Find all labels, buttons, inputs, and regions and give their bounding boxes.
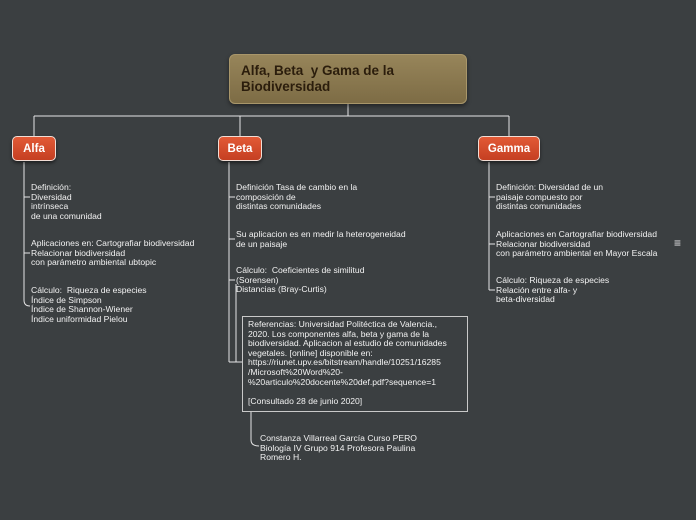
branch-alfa[interactable]	[12, 136, 56, 161]
gamma-applications[interactable]: Aplicaciones en Cartografiar biodiversidad Relacionar biodiversidad con parámetro ambiental en Mayor Escala	[496, 229, 658, 259]
branch-gamma[interactable]	[478, 136, 540, 161]
beta-reference-text: Referencias: Universidad Politéctica de Valencia., 2020. Los componentes alfa, beta y gama de la biodiversidad. Aplicacion al estudio de comunidades vegetales. [online] disponible en: https://riunet.upv.es/bitstream/handle/10251/16285 /Microsoft%20Word%20- %20articulo%20docente%20def.pdf?sequence=1 [Consultado 28 de junio 2020]	[248, 319, 447, 406]
alfa-definition[interactable]: Definición: Diversidad intrínseca de una comunidad	[31, 182, 102, 221]
branch-alfa-label: Alfa	[23, 142, 45, 155]
beta-application[interactable]: Su aplicacion es en medir la heterogeneidad de un paisaje	[236, 229, 406, 249]
branch-beta-label: Beta	[227, 142, 253, 155]
beta-calculation[interactable]: Cálculo: Coeficientes de similitud (Sorensen) Distancias (Bray-Curtis)	[236, 265, 365, 295]
branch-beta[interactable]	[218, 136, 262, 161]
author-note[interactable]: Constanza Villarreal García Curso PERO Biología IV Grupo 914 Profesora Paulina Romero H.	[260, 433, 417, 463]
beta-definition[interactable]: Definición Tasa de cambio en la composición de distintas comunidades	[236, 182, 358, 212]
branch-gamma-label: Gamma	[487, 142, 531, 155]
beta-reference-box[interactable]	[242, 316, 468, 412]
root-topic[interactable]	[229, 54, 467, 104]
gamma-definition[interactable]: Definición: Diversidad de un paisaje compuesto por distintas comunidades	[496, 182, 604, 212]
alfa-applications[interactable]: Aplicaciones en: Cartografiar biodiversidad Relacionar biodiversidad con parámetro ambiental ubtopic	[31, 238, 195, 268]
root-title: Alfa, Beta y Gama de la Biodiversidad	[241, 63, 395, 94]
alfa-calculation[interactable]: Cálculo: Riqueza de especies Índice de Simpson Índice de Shannon-Wiener Índice uniformidad Pielou	[31, 285, 147, 324]
gamma-calculation[interactable]: Cálculo: Riqueza de especies Relación entre alfa- y beta-diversidad	[496, 275, 610, 305]
menu-lines-icon[interactable]: ≡	[674, 236, 682, 250]
